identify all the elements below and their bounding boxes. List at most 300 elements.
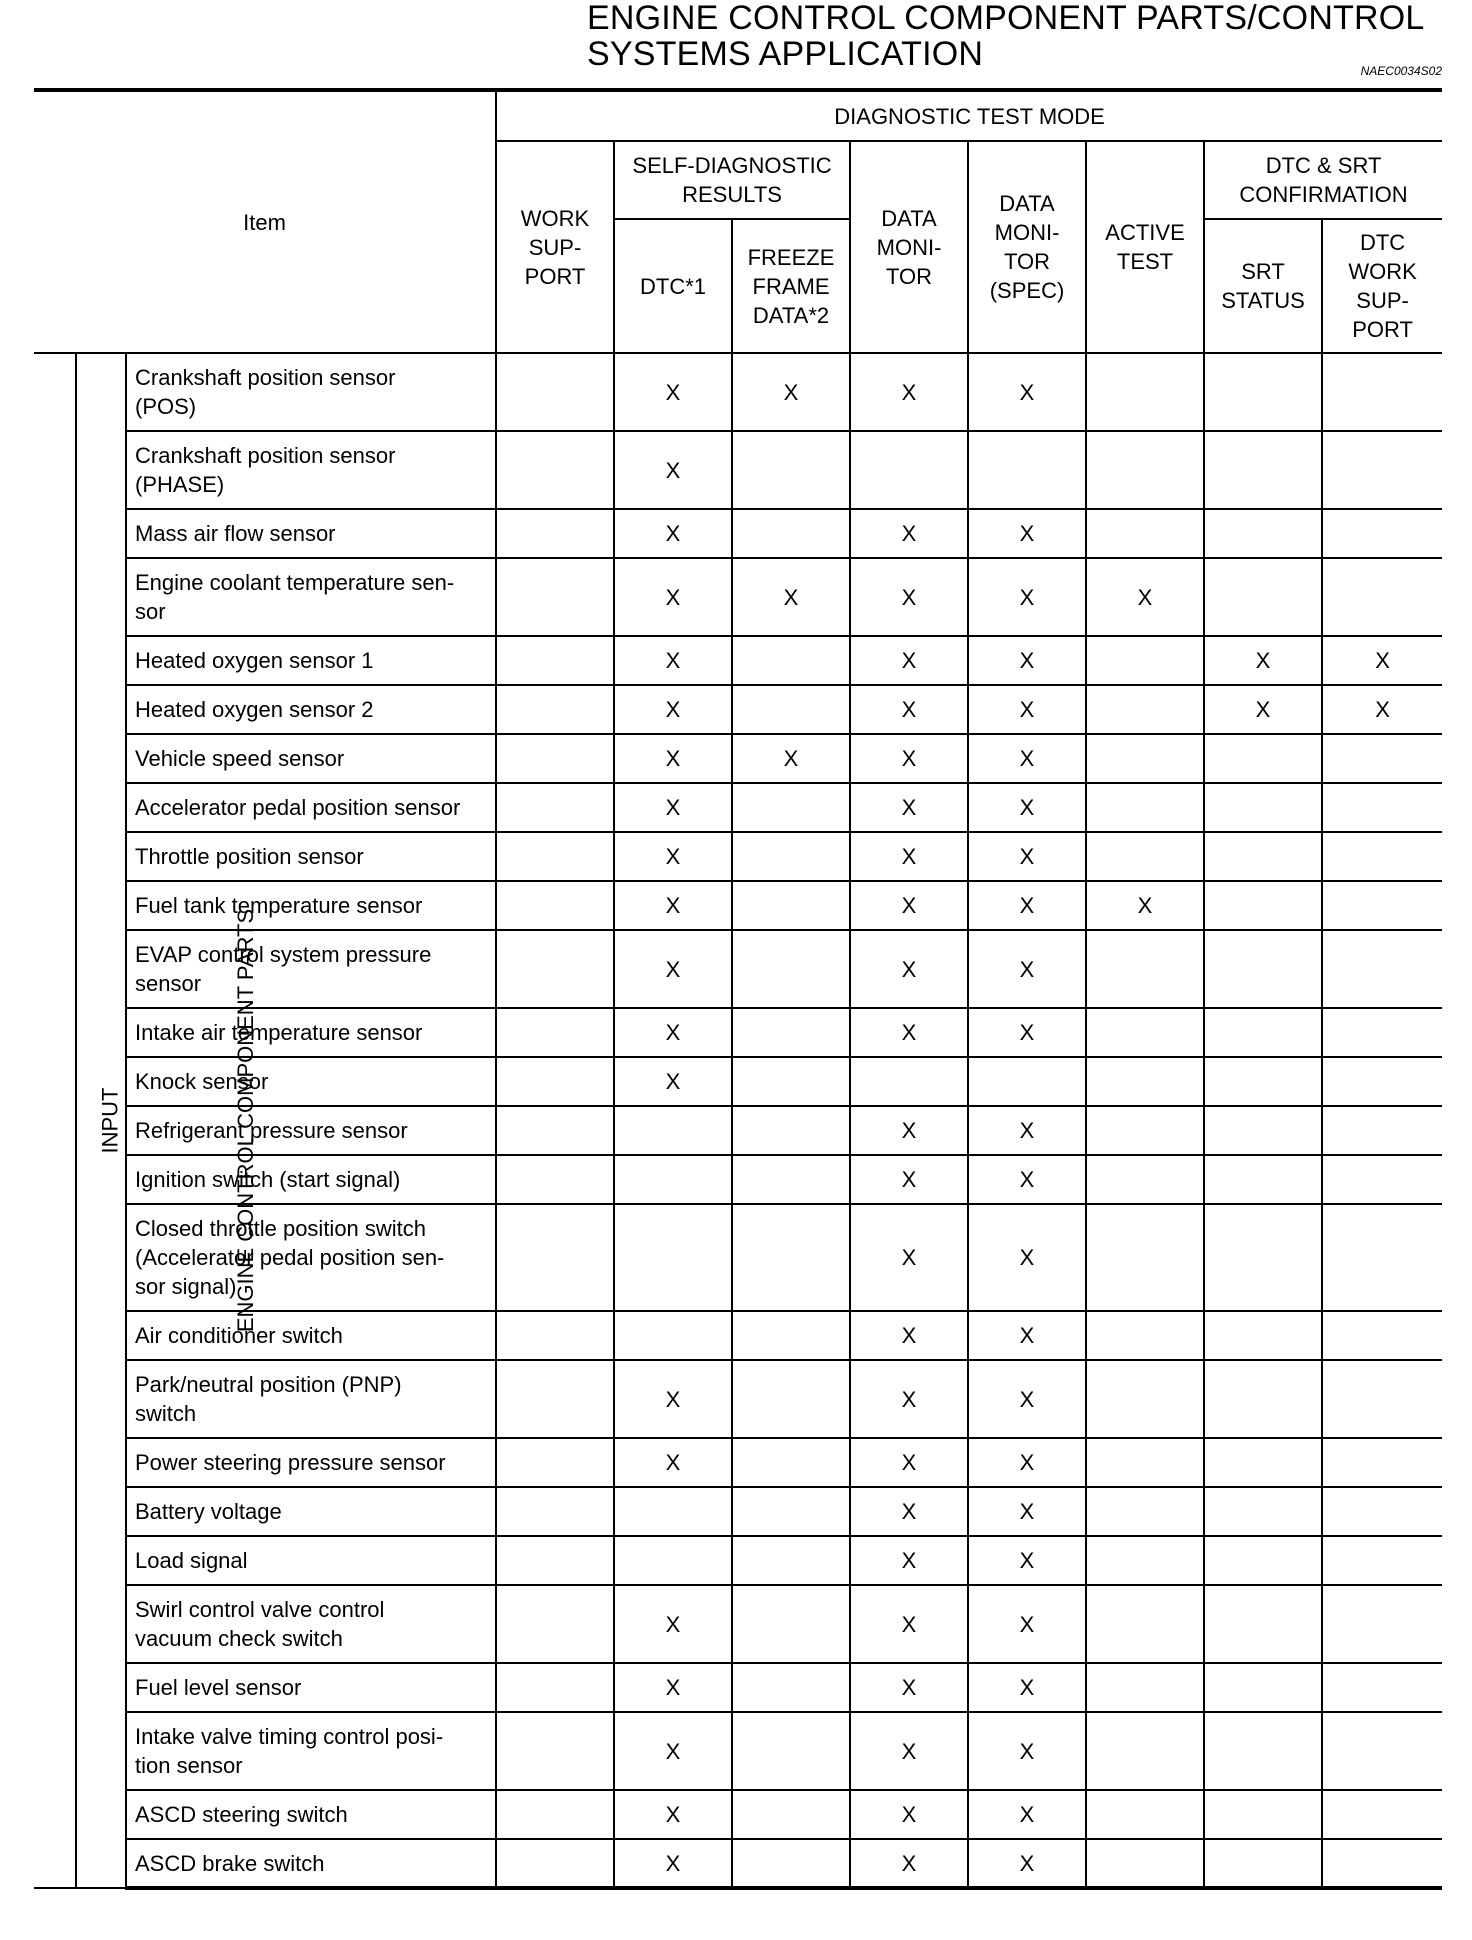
cell-dtc: [614, 1204, 732, 1311]
cell-srt-status: [1204, 636, 1322, 685]
check-mark: X: [1019, 1118, 1035, 1143]
cell-dtc-work-support: [1322, 431, 1442, 509]
row-item-text: Air conditioner switch: [135, 1323, 343, 1348]
cell-dtc-work-support: [1322, 1106, 1442, 1155]
cell-dtc: [614, 881, 732, 930]
row-item-text: Intake air temperature sensor: [135, 1020, 423, 1045]
table-row: [34, 636, 1442, 685]
cell-data-monitor: [850, 734, 968, 783]
cell-srt-status: [1204, 1106, 1322, 1155]
check-mark: X: [1019, 844, 1035, 869]
cell-work-support: [496, 930, 614, 1008]
cell-data-monitor-spec: [968, 1438, 1086, 1487]
row-item: [126, 1663, 496, 1712]
cell-data-monitor-spec: [968, 1311, 1086, 1360]
cell-data-monitor: [850, 1487, 968, 1536]
check-mark: X: [901, 1802, 917, 1827]
row-item-text: Park/neutral position (PNP): [135, 1372, 402, 1397]
cell-dtc: [614, 1155, 732, 1204]
cell-work-support: [496, 1360, 614, 1438]
cell-data-monitor: [850, 1536, 968, 1585]
check-mark: X: [901, 379, 917, 405]
cell-active-test: [1086, 1487, 1204, 1536]
application-table: [34, 88, 1442, 1890]
cell-work-support: [496, 734, 614, 783]
row-item-text: Refrigerant pressure sensor: [135, 1118, 408, 1143]
check-mark: X: [1019, 795, 1035, 820]
check-mark: X: [901, 1499, 917, 1524]
row-item-text: Battery voltage: [135, 1499, 282, 1524]
check-mark: X: [901, 697, 917, 722]
cell-dtc: [614, 1311, 732, 1360]
table-row: [34, 1790, 1442, 1839]
cell-dtc: [614, 1008, 732, 1057]
cell-data-monitor: [850, 1712, 968, 1790]
row-item-text: Knock sensor: [135, 1069, 269, 1094]
cell-dtc-work-support: [1322, 1311, 1442, 1360]
cell-data-monitor: [850, 1106, 968, 1155]
check-mark: X: [1019, 648, 1035, 673]
cell-active-test: [1086, 558, 1204, 636]
cell-freeze-frame: [732, 1712, 850, 1790]
row-item-text: Fuel tank temperature sensor: [135, 893, 423, 918]
cell-work-support: [496, 1839, 614, 1888]
cell-active-test: [1086, 353, 1204, 431]
cell-freeze-frame: [732, 1008, 850, 1057]
cell-srt-status: [1204, 509, 1322, 558]
check-mark: X: [901, 1548, 917, 1573]
check-mark: X: [901, 795, 917, 820]
table-row: [34, 1839, 1442, 1888]
row-item: [126, 558, 496, 636]
group-label: ENGINE CONTROL COMPONENT PARTS: [233, 908, 259, 1333]
header-srt-status: SRT STATUS: [1204, 219, 1322, 353]
check-mark: X: [1375, 697, 1390, 722]
cell-work-support: [496, 558, 614, 636]
cell-data-monitor: [850, 1360, 968, 1438]
cell-data-monitor: [850, 1839, 968, 1888]
cell-data-monitor-spec: [968, 431, 1086, 509]
cell-freeze-frame: [732, 558, 850, 636]
check-mark: X: [665, 795, 681, 820]
table-row: [34, 509, 1442, 558]
cell-dtc-work-support: [1322, 1839, 1442, 1888]
cell-dtc-work-support: [1322, 1790, 1442, 1839]
check-mark: X: [1137, 584, 1153, 610]
table-body: [34, 353, 1442, 1888]
table-row: [34, 832, 1442, 881]
cell-active-test: [1086, 1663, 1204, 1712]
cell-dtc-work-support: [1322, 1360, 1442, 1438]
cell-srt-status: [1204, 1536, 1322, 1585]
check-mark: X: [901, 1738, 917, 1764]
cell-data-monitor: [850, 832, 968, 881]
cell-work-support: [496, 1585, 614, 1663]
cell-dtc-work-support: [1322, 636, 1442, 685]
cell-freeze-frame: [732, 783, 850, 832]
cell-active-test: [1086, 1057, 1204, 1106]
check-mark: X: [901, 1450, 917, 1475]
check-mark: X: [665, 457, 681, 483]
cell-freeze-frame: [732, 431, 850, 509]
cell-active-test: [1086, 431, 1204, 509]
row-item-text: Heated oxygen sensor 2: [135, 697, 374, 722]
row-item: [126, 1790, 496, 1839]
cell-data-monitor: [850, 1438, 968, 1487]
row-item: [126, 881, 496, 930]
row-item: [126, 353, 496, 431]
check-mark: X: [1255, 697, 1271, 722]
cell-srt-status: [1204, 734, 1322, 783]
table-row: [34, 1360, 1442, 1438]
row-item: [126, 1536, 496, 1585]
check-mark: X: [783, 746, 799, 771]
cell-active-test: [1086, 1790, 1204, 1839]
row-item: [126, 1204, 496, 1311]
cell-dtc: [614, 1487, 732, 1536]
check-mark: X: [901, 1675, 917, 1700]
cell-srt-status: [1204, 1311, 1322, 1360]
row-item: [126, 1155, 496, 1204]
check-mark: X: [665, 1738, 681, 1764]
check-mark: X: [665, 648, 681, 673]
cell-data-monitor: [850, 1057, 968, 1106]
row-item: [126, 509, 496, 558]
check-mark: X: [901, 1118, 917, 1143]
cell-active-test: [1086, 1311, 1204, 1360]
cell-active-test: [1086, 1585, 1204, 1663]
cell-work-support: [496, 881, 614, 930]
table-row: [34, 734, 1442, 783]
row-item: [126, 1839, 496, 1888]
check-mark: X: [901, 1386, 917, 1412]
row-item-text: Engine coolant temperature sen-: [135, 570, 455, 595]
header-active-test: ACTIVE TEST: [1086, 141, 1204, 353]
cell-dtc: [614, 509, 732, 558]
page-title-line-1: ENGINE CONTROL COMPONENT PARTS/CONTROL: [587, 0, 1425, 37]
cell-srt-status: [1204, 1360, 1322, 1438]
check-mark: X: [665, 1850, 681, 1876]
check-mark: X: [665, 1020, 681, 1045]
cell-data-monitor: [850, 509, 968, 558]
row-item-text: Intake valve timing control posi-: [135, 1724, 444, 1749]
cell-active-test: [1086, 832, 1204, 881]
check-mark: X: [1019, 1167, 1035, 1192]
check-mark: X: [665, 1069, 681, 1094]
check-mark: X: [665, 379, 681, 405]
row-item-text: Fuel level sensor: [135, 1675, 302, 1700]
cell-data-monitor-spec: [968, 881, 1086, 930]
check-mark: X: [901, 1245, 917, 1270]
cell-work-support: [496, 636, 614, 685]
table-row: [34, 431, 1442, 509]
cell-work-support: [496, 832, 614, 881]
cell-data-monitor-spec: [968, 1585, 1086, 1663]
check-mark: X: [1019, 1802, 1035, 1827]
cell-active-test: [1086, 1536, 1204, 1585]
cell-data-monitor-spec: [968, 1790, 1086, 1839]
check-mark: X: [1019, 1245, 1035, 1270]
cell-active-test: [1086, 1360, 1204, 1438]
check-mark: X: [783, 379, 799, 405]
cell-dtc-work-support: [1322, 1204, 1442, 1311]
cell-dtc: [614, 783, 732, 832]
cell-data-monitor-spec: [968, 1204, 1086, 1311]
page-title: [587, 0, 1425, 72]
cell-data-monitor: [850, 431, 968, 509]
cell-data-monitor-spec: [968, 1839, 1086, 1888]
cell-work-support: [496, 431, 614, 509]
cell-active-test: [1086, 685, 1204, 734]
check-mark: X: [665, 584, 681, 610]
cell-data-monitor-spec: [968, 1155, 1086, 1204]
row-item: [126, 431, 496, 509]
cell-dtc: [614, 353, 732, 431]
cell-dtc: [614, 1106, 732, 1155]
table-row: [34, 353, 1442, 431]
cell-dtc: [614, 636, 732, 685]
cell-data-monitor-spec: [968, 1487, 1086, 1536]
cell-dtc-work-support: [1322, 1712, 1442, 1790]
cell-data-monitor-spec: [968, 1360, 1086, 1438]
check-mark: X: [1137, 893, 1153, 918]
check-mark: X: [901, 1020, 917, 1045]
header-dtc: DTC*1: [614, 219, 732, 353]
cell-srt-status: [1204, 353, 1322, 431]
cell-dtc-work-support: [1322, 1536, 1442, 1585]
cell-dtc: [614, 930, 732, 1008]
check-mark: X: [901, 521, 917, 546]
cell-dtc-work-support: [1322, 881, 1442, 930]
cell-dtc-work-support: [1322, 1438, 1442, 1487]
cell-data-monitor-spec: [968, 353, 1086, 431]
cell-data-monitor-spec: [968, 734, 1086, 783]
cell-srt-status: [1204, 881, 1322, 930]
cell-active-test: [1086, 509, 1204, 558]
cell-freeze-frame: [732, 353, 850, 431]
cell-active-test: [1086, 1155, 1204, 1204]
cell-srt-status: [1204, 1663, 1322, 1712]
check-mark: X: [1255, 648, 1271, 673]
check-mark: X: [1019, 1611, 1035, 1637]
cell-active-test: [1086, 1438, 1204, 1487]
cell-freeze-frame: [732, 1057, 850, 1106]
header-dtc-work-support: DTC WORK SUP- PORT: [1322, 219, 1442, 353]
row-item: [126, 1057, 496, 1106]
cell-srt-status: [1204, 1839, 1322, 1888]
cell-dtc: [614, 1839, 732, 1888]
subgroup-label-cell: [76, 353, 126, 1888]
cell-srt-status: [1204, 832, 1322, 881]
page-title-line-2: SYSTEMS APPLICATION: [587, 35, 984, 73]
row-item-text: Ignition switch (start signal): [135, 1167, 401, 1192]
cell-active-test: [1086, 734, 1204, 783]
cell-dtc: [614, 1790, 732, 1839]
row-item-text: Load signal: [135, 1548, 248, 1573]
header-data-monitor: DATA MONI- TOR: [850, 141, 968, 353]
check-mark: X: [665, 893, 681, 918]
cell-work-support: [496, 1712, 614, 1790]
cell-srt-status: [1204, 1790, 1322, 1839]
check-mark: X: [665, 1675, 681, 1700]
row-item-text: Throttle position sensor: [135, 844, 364, 869]
cell-data-monitor: [850, 881, 968, 930]
cell-dtc-work-support: [1322, 1487, 1442, 1536]
cell-freeze-frame: [732, 1204, 850, 1311]
cell-dtc-work-support: [1322, 1008, 1442, 1057]
header-diagnostic-test-mode: DIAGNOSTIC TEST MODE: [496, 90, 1442, 141]
check-mark: X: [901, 1167, 917, 1192]
cell-dtc: [614, 431, 732, 509]
check-mark: X: [901, 584, 917, 610]
row-item-text: (POS): [135, 394, 197, 419]
check-mark: X: [1019, 893, 1035, 918]
cell-data-monitor: [850, 558, 968, 636]
cell-data-monitor-spec: [968, 1008, 1086, 1057]
cell-work-support: [496, 1790, 614, 1839]
row-item-text: Accelerator pedal position sensor: [135, 795, 461, 820]
cell-data-monitor-spec: [968, 1057, 1086, 1106]
row-item-text: Crankshaft position sensor: [135, 365, 396, 390]
row-item: [126, 685, 496, 734]
check-mark: X: [1019, 584, 1035, 610]
cell-work-support: [496, 1155, 614, 1204]
cell-dtc-work-support: [1322, 734, 1442, 783]
cell-active-test: [1086, 1204, 1204, 1311]
cell-dtc: [614, 1360, 732, 1438]
cell-data-monitor-spec: [968, 1712, 1086, 1790]
cell-data-monitor: [850, 1008, 968, 1057]
cell-dtc-work-support: [1322, 930, 1442, 1008]
cell-srt-status: [1204, 1712, 1322, 1790]
cell-data-monitor-spec: [968, 558, 1086, 636]
cell-data-monitor-spec: [968, 1663, 1086, 1712]
check-mark: X: [1019, 1675, 1035, 1700]
cell-dtc: [614, 1536, 732, 1585]
row-item-text: ASCD steering switch: [135, 1802, 348, 1827]
cell-active-test: [1086, 636, 1204, 685]
check-mark: X: [1019, 1020, 1035, 1045]
cell-freeze-frame: [732, 930, 850, 1008]
check-mark: X: [1019, 1548, 1035, 1573]
cell-work-support: [496, 1106, 614, 1155]
check-mark: X: [1019, 1850, 1035, 1876]
cell-work-support: [496, 1204, 614, 1311]
table-row: [34, 1712, 1442, 1790]
check-mark: X: [665, 521, 681, 546]
cell-data-monitor: [850, 1663, 968, 1712]
cell-work-support: [496, 1057, 614, 1106]
check-mark: X: [1019, 521, 1035, 546]
cell-data-monitor-spec: [968, 509, 1086, 558]
row-item: [126, 1311, 496, 1360]
row-item-text: tion sensor: [135, 1753, 243, 1778]
cell-work-support: [496, 1663, 614, 1712]
cell-active-test: [1086, 783, 1204, 832]
cell-work-support: [496, 509, 614, 558]
cell-dtc-work-support: [1322, 509, 1442, 558]
row-item: [126, 1360, 496, 1438]
cell-dtc: [614, 1438, 732, 1487]
cell-active-test: [1086, 1712, 1204, 1790]
cell-work-support: [496, 1487, 614, 1536]
row-item-text: sor: [135, 599, 166, 624]
table-row: [34, 1487, 1442, 1536]
row-item: [126, 783, 496, 832]
header-work-support: WORK SUP- PORT: [496, 141, 614, 353]
row-item-text: Swirl control valve control: [135, 1597, 385, 1622]
row-item-text: sensor: [135, 971, 202, 996]
cell-dtc-work-support: [1322, 353, 1442, 431]
check-mark: X: [665, 1802, 681, 1827]
cell-freeze-frame: [732, 1311, 850, 1360]
cell-data-monitor-spec: [968, 832, 1086, 881]
cell-srt-status: [1204, 930, 1322, 1008]
cell-data-monitor: [850, 685, 968, 734]
check-mark: X: [901, 844, 917, 869]
cell-data-monitor-spec: [968, 783, 1086, 832]
check-mark: X: [1019, 1499, 1035, 1524]
table-row: [34, 1585, 1442, 1663]
cell-srt-status: [1204, 1204, 1322, 1311]
cell-work-support: [496, 1438, 614, 1487]
row-item: [126, 832, 496, 881]
cell-freeze-frame: [732, 881, 850, 930]
cell-freeze-frame: [732, 832, 850, 881]
cell-srt-status: [1204, 783, 1322, 832]
cell-data-monitor: [850, 1585, 968, 1663]
row-item: [126, 1585, 496, 1663]
cell-srt-status: [1204, 1438, 1322, 1487]
table-row: [34, 685, 1442, 734]
row-item: [126, 930, 496, 1008]
header-data-monitor-spec: DATA MONI- TOR (SPEC): [968, 141, 1086, 353]
cell-dtc: [614, 832, 732, 881]
cell-dtc: [614, 1057, 732, 1106]
row-item-text: (Accelerator pedal position sen-: [135, 1245, 445, 1270]
cell-freeze-frame: [732, 685, 850, 734]
row-item-text: Heated oxygen sensor 1: [135, 648, 374, 673]
row-item-text: (PHASE): [135, 472, 225, 497]
cell-freeze-frame: [732, 1106, 850, 1155]
row-item-text: sor signal): [135, 1274, 237, 1299]
cell-dtc-work-support: [1322, 558, 1442, 636]
cell-srt-status: [1204, 1585, 1322, 1663]
row-item-text: Mass air flow sensor: [135, 521, 336, 546]
cell-data-monitor: [850, 930, 968, 1008]
cell-srt-status: [1204, 1487, 1322, 1536]
cell-freeze-frame: [732, 636, 850, 685]
cell-active-test: [1086, 1839, 1204, 1888]
cell-freeze-frame: [732, 1790, 850, 1839]
cell-work-support: [496, 1008, 614, 1057]
check-mark: X: [1019, 697, 1035, 722]
cell-dtc-work-support: [1322, 685, 1442, 734]
check-mark: X: [1019, 379, 1035, 405]
cell-active-test: [1086, 930, 1204, 1008]
cell-dtc: [614, 1663, 732, 1712]
table-row: [34, 783, 1442, 832]
cell-dtc: [614, 1712, 732, 1790]
check-mark: X: [665, 1611, 681, 1637]
check-mark: X: [901, 956, 917, 982]
row-item-text: ASCD brake switch: [135, 1850, 325, 1876]
cell-data-monitor: [850, 783, 968, 832]
header-item: Item: [34, 90, 496, 353]
row-item: [126, 1487, 496, 1536]
cell-freeze-frame: [732, 1438, 850, 1487]
check-mark: X: [1019, 1450, 1035, 1475]
